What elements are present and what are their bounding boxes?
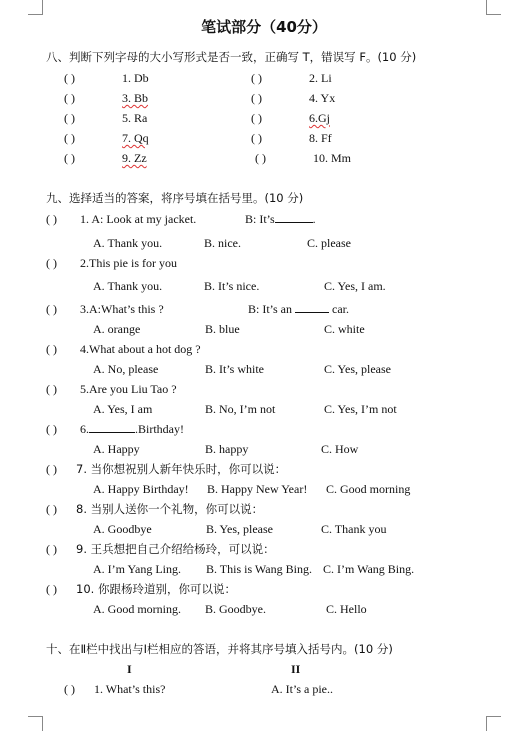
column-header-i: I	[127, 662, 132, 676]
corner-mark-bottom-left	[28, 716, 43, 731]
s9-question-8: ( ) 8. 当别人送你一个礼物，你可以说：	[46, 502, 264, 516]
s9-q10-option-c: C. Hello	[326, 602, 367, 616]
s9-q2-option-b: B. It’s nice.	[204, 279, 260, 293]
s9-question-5: ( ) 5.Are you Liu Tao ?	[46, 382, 177, 396]
page-title: 笔试部分（40分）	[201, 18, 327, 36]
corner-mark-top-right	[486, 0, 501, 15]
s9-q2-option-a: A. Thank you.	[93, 279, 163, 293]
s9-q9-option-c: C. I’m Wang Bing.	[323, 562, 415, 576]
s8-item-1: ( ) 1. Db	[64, 71, 149, 85]
section8-heading: 八、判断下列字母的大小写形式是否一致，正确写 T，错误写 F。(10 分)	[46, 50, 417, 64]
s9-question-3-b: B: It’s an car.	[248, 302, 349, 316]
column-header-ii: II	[291, 662, 301, 676]
s9-q3-option-a: A. orange	[93, 322, 141, 336]
s10-row-1-answer: A. It’s a pie..	[271, 682, 333, 696]
s8-item-5: ( ) 5. Ra	[64, 111, 148, 125]
s9-question-2: ( ) 2.This pie is for you	[46, 256, 177, 270]
s9-q8-option-b: B. Yes, please	[206, 522, 274, 536]
s9-q5-option-b: B. No, I’m not	[205, 402, 276, 416]
s8-item-6: ( ) 6.Gj	[251, 111, 330, 125]
s9-q10-option-b: B. Goodbye.	[205, 602, 266, 616]
s9-q7-option-c: C. Good morning	[326, 482, 411, 496]
s9-q8-option-c: C. Thank you	[321, 522, 387, 536]
s9-q5-option-c: C. Yes, I’m not	[324, 402, 397, 416]
s9-q1-option-b: B. nice.	[204, 236, 241, 250]
s8-item-10: ( ) 10. Mm	[255, 151, 352, 165]
s8-item-8: ( ) 8. Ff	[251, 131, 332, 145]
s8-item-4: ( ) 4. Yx	[251, 91, 336, 105]
s9-question-4: ( ) 4.What about a hot dog ?	[46, 342, 201, 356]
s9-question-7: ( ) 7. 当你想祝别人新年快乐时，你可以说：	[46, 462, 287, 476]
s9-q7-option-a: A. Happy Birthday!	[93, 482, 189, 496]
s9-question-6: ( ) 6. .Birthday!	[46, 422, 184, 436]
s9-q7-option-b: B. Happy New Year!	[207, 482, 308, 496]
s8-item-3: ( ) 3. Bb	[64, 91, 149, 105]
s9-question-10: ( ) 10. 你跟杨玲道别，你可以说：	[46, 582, 236, 596]
corner-mark-top-left	[28, 0, 43, 15]
section10-heading: 十、在Ⅱ栏中找出与Ⅰ栏相应的答语，并将其序号填入括号内。(10 分)	[46, 642, 393, 656]
s9-q1-option-c: C. please	[307, 236, 351, 250]
s9-question-3: ( ) 3.A:What’s this ?	[46, 302, 164, 316]
s9-q2-option-c: C. Yes, I am.	[324, 279, 386, 293]
s8-item-7: ( ) 7. Qq	[64, 131, 149, 145]
s9-q4-option-a: A. No, please	[93, 362, 159, 376]
s9-q4-option-b: B. It’s white	[205, 362, 264, 376]
s9-question-1: ( ) 1. A: Look at my jacket.	[46, 212, 197, 226]
s9-q3-option-c: C. white	[324, 322, 365, 336]
s9-q6-option-a: A. Happy	[93, 442, 140, 456]
section9-heading: 九、选择适当的答案，将序号填在括号里。(10 分)	[46, 191, 304, 205]
s9-q10-option-a: A. Good morning.	[93, 602, 181, 616]
s9-q9-option-a: A. I’m Yang Ling.	[93, 562, 182, 576]
s9-q1-option-a: A. Thank you.	[93, 236, 163, 250]
s9-q6-option-c: C. How	[321, 442, 359, 456]
s9-q6-option-b: B. happy	[205, 442, 249, 456]
s9-question-1-b: B: It’s .	[245, 212, 316, 226]
s9-q5-option-a: A. Yes, I am	[93, 402, 153, 416]
s10-row-1: ( ) 1. What’s this?	[64, 682, 166, 696]
s8-item-2: ( ) 2. Li	[251, 71, 332, 85]
s9-q8-option-a: A. Goodbye	[93, 522, 152, 536]
s9-q4-option-c: C. Yes, please	[324, 362, 392, 376]
corner-mark-bottom-right	[486, 716, 501, 731]
s8-item-9: ( ) 9. Zz	[64, 151, 147, 165]
s9-q9-option-b: B. This is Wang Bing.	[206, 562, 312, 576]
s9-question-9: ( ) 9. 王兵想把自己介绍给杨玲，可以说：	[46, 542, 275, 556]
s9-q3-option-b: B. blue	[205, 322, 240, 336]
